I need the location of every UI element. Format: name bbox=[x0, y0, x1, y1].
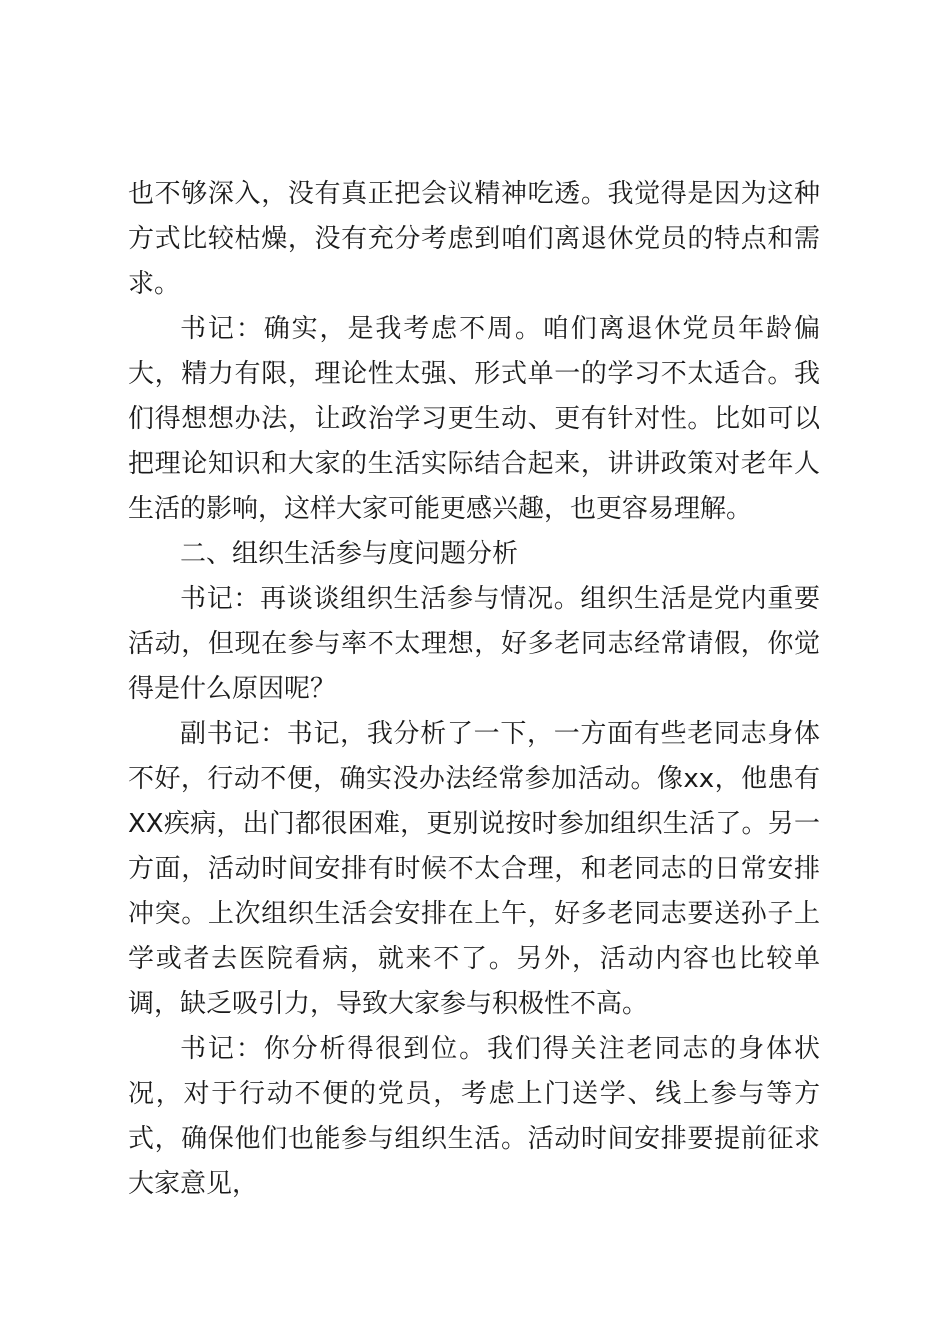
paragraph-secretary-response: 书记：你分析得很到位。我们得关注老同志的身体状况，对于行动不便的党员，考虑上门送学、线上参与等方式，确保他们也能参与组织生活。活动时间安排要提前征求大家意见， bbox=[128, 1034, 820, 1199]
paragraph-deputy-secretary-analysis: 副书记：书记，我分析了一下，一方面有些老同志身体不好，行动不便，确实没办法经常参加活动。像xx，他患有XX疾病，出门都很困难，更别说按时参加组织生活了。另一方面，活动时间安排有时候不太合理，和老同志的日常安排冲突。上次组织生活会安排在上午，好多老同志要送孙子上学或者去医院看病，就来不了。另外，活动内容也比较单调，缺乏吸引力，导致大家参与积极性不高。 bbox=[128, 719, 820, 1019]
document-body bbox=[128, 172, 820, 1207]
paragraph-secretary-reply: 书记：确实，是我考虑不周。咱们离退休党员年龄偏大，精力有限，理论性太强、形式单一的学习不太适合。我们得想想办法，让政治学习更生动、更有针对性。比如可以把理论知识和大家的生活实际结合起来，讲讲政策对老年人生活的影响，这样大家可能更感兴趣，也更容易理解。 bbox=[128, 314, 820, 524]
paragraph-secretary-question: 书记：再谈谈组织生活参与情况。组织生活是党内重要活动，但现在参与率不太理想，好多老同志经常请假，你觉得是什么原因呢？ bbox=[128, 584, 820, 704]
paragraph-continuation: 也不够深入，没有真正把会议精神吃透。我觉得是因为这种方式比较枯燥，没有充分考虑到咱们离退休党员的特点和需求。 bbox=[128, 179, 820, 299]
section-heading: 二、组织生活参与度问题分析 bbox=[180, 539, 519, 569]
